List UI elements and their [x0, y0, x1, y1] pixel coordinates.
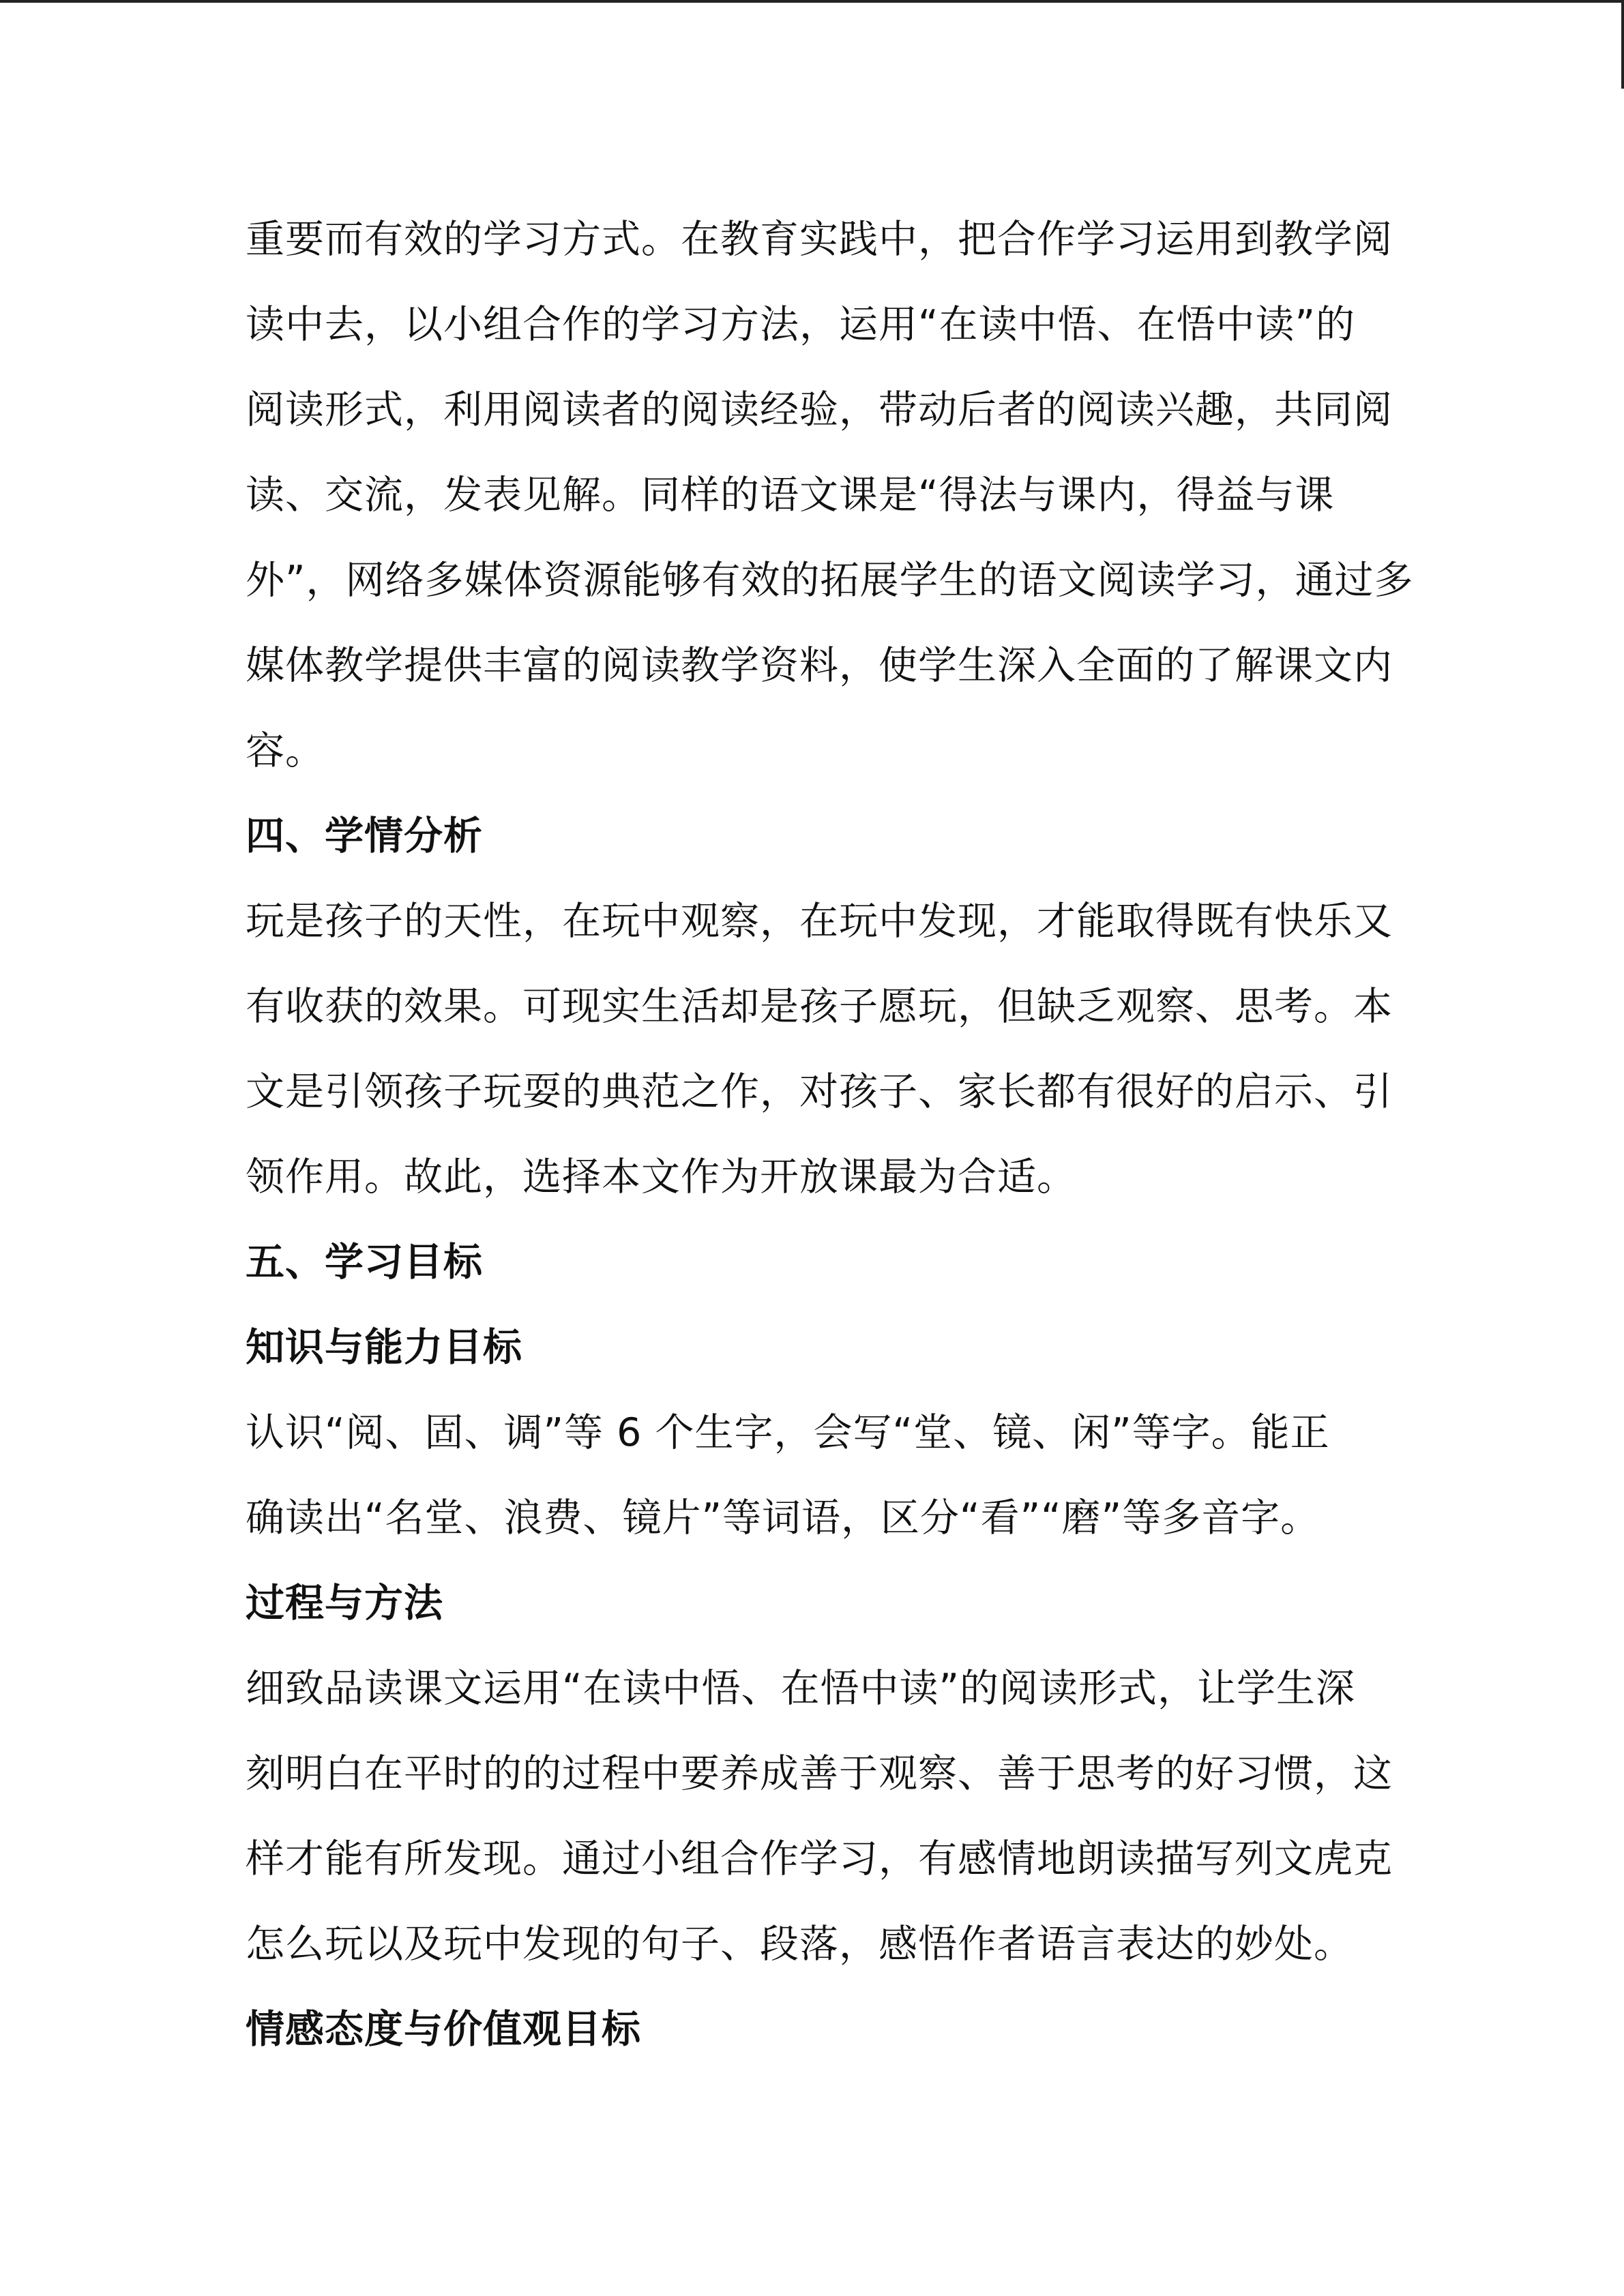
paragraph-line: 认识“阅、固、调”等 6 个生字，会写“堂、镜、闲”等字。能正 — [246, 1410, 1330, 1455]
section-heading-learning-analysis: 四、学情分析 — [246, 814, 483, 859]
paragraph-line: 读、交流，发表见解。同样的语文课是“得法与课内，得益与课 — [246, 473, 1335, 518]
paragraph-line: 领作用。故此，选择本文作为开放课最为合适。 — [246, 1154, 1076, 1199]
paragraph-line: 容。 — [246, 728, 325, 773]
subheading-knowledge-ability: 知识与能力目标 — [246, 1325, 522, 1370]
page-right-border — [1621, 0, 1624, 89]
subheading-process-method: 过程与方法 — [246, 1581, 443, 1626]
paragraph-line: 玩是孩子的天性，在玩中观察，在玩中发现，才能取得既有快乐又 — [246, 899, 1393, 944]
section-heading-learning-goals: 五、学习目标 — [246, 1240, 483, 1285]
paragraph-line: 外”，网络多媒体资源能够有效的拓展学生的语文阅读学习，通过多 — [246, 558, 1414, 603]
paragraph-line: 刻明白在平时的的过程中要养成善于观察、善于思考的好习惯，这 — [246, 1751, 1393, 1796]
paragraph-line: 样才能有所发现。通过小组合作学习，有感情地朗读描写列文虎克 — [246, 1836, 1393, 1881]
paragraph-line: 重要而有效的学习方式。在教育实践中，把合作学习运用到教学阅 — [246, 217, 1393, 262]
paragraph-line: 确读出“名堂、浪费、镜片”等词语，区分“看”“磨”等多音字。 — [246, 1495, 1320, 1540]
paragraph-line: 有收获的效果。可现实生活却是孩子愿玩，但缺乏观察、思考。本 — [246, 984, 1393, 1029]
page-top-border — [0, 0, 1624, 3]
paragraph-line: 细致品读课文运用“在读中悟、在悟中读”的阅读形式，让学生深 — [246, 1666, 1356, 1711]
paragraph-line: 文是引领孩子玩耍的典范之作，对孩子、家长都有很好的启示、引 — [246, 1069, 1393, 1114]
subheading-emotion-values: 情感态度与价值观目标 — [246, 2007, 641, 2052]
paragraph-line: 读中去，以小组合作的学习方法，运用“在读中悟、在悟中读”的 — [246, 302, 1356, 347]
paragraph-line: 怎么玩以及玩中发现的句子、段落，感悟作者语言表达的妙处。 — [246, 1922, 1353, 1967]
paragraph-line: 媒体教学提供丰富的阅读教学资料，使学生深入全面的了解课文内 — [246, 643, 1393, 688]
paragraph-line: 阅读形式，利用阅读者的阅读经验，带动后者的阅读兴趣，共同阅 — [246, 387, 1393, 432]
